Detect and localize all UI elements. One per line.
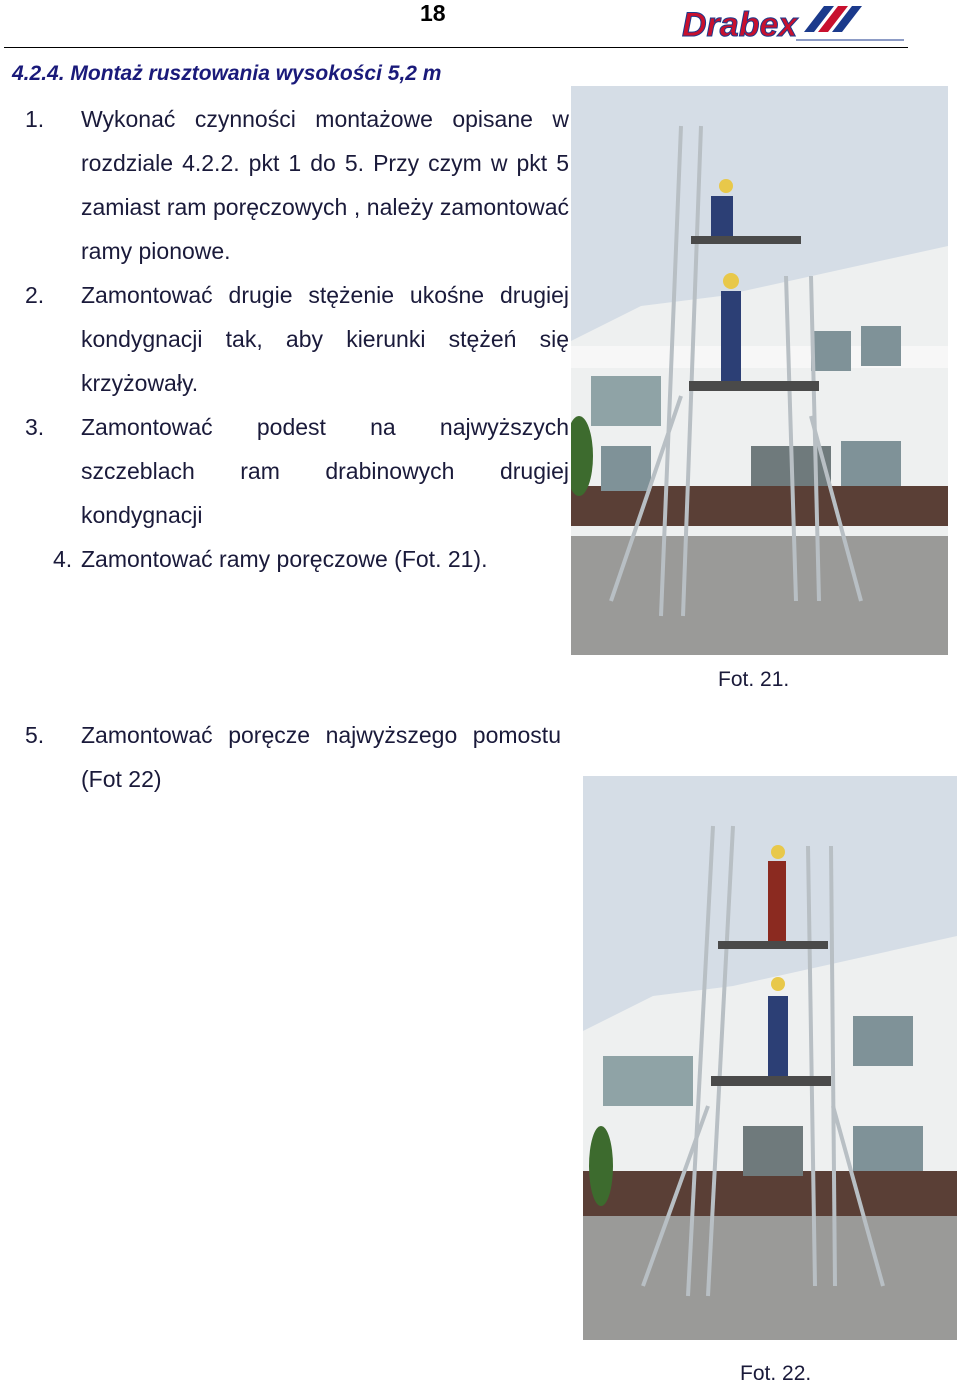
step-2 bbox=[25, 273, 569, 405]
brand-logo bbox=[678, 2, 908, 46]
step-text: Zamontować podest na najwyższych szczeblach ram drabinowych drugiej kondygnacji bbox=[81, 414, 569, 528]
section-title: 4.2.4. Montaż rusztowania wysokości 5,2 m bbox=[12, 62, 442, 85]
header-rule bbox=[4, 47, 908, 48]
step-3 bbox=[25, 405, 569, 537]
step-text: Wykonać czynności montażowe opisane w rozdziale 4.2.2. pkt 1 do 5. Przy czym w pkt 5 zamiast ram poręczowych , należy zamontować ramy pionowe. bbox=[81, 106, 569, 264]
step-4 bbox=[53, 537, 541, 581]
step-number: 1. bbox=[25, 106, 45, 132]
step-text: Zamontować drugie stężenie ukośne drugiej kondygnacji tak, aby kierunki stężeń się krzyżowały. bbox=[81, 282, 569, 396]
page-number: 18 bbox=[420, 0, 446, 26]
scaffold-photo bbox=[571, 86, 948, 655]
svg-text:Drabex: Drabex bbox=[682, 6, 798, 44]
figure-caption: Fot. 21. bbox=[718, 668, 790, 691]
figure-caption: Fot. 22. bbox=[740, 1362, 812, 1385]
step-text: Zamontować ramy poręczowe (Fot. 21). bbox=[81, 546, 488, 572]
step-number: 5. bbox=[25, 722, 45, 748]
step-5 bbox=[25, 713, 561, 801]
step-text: Zamontować poręcze najwyższego pomostu (Fot 22) bbox=[81, 722, 561, 792]
scaffold-photo bbox=[583, 776, 957, 1340]
step-number: 4. bbox=[53, 546, 73, 572]
step-number: 3. bbox=[25, 414, 45, 440]
step-1 bbox=[25, 97, 569, 273]
step-number: 2. bbox=[25, 282, 45, 308]
